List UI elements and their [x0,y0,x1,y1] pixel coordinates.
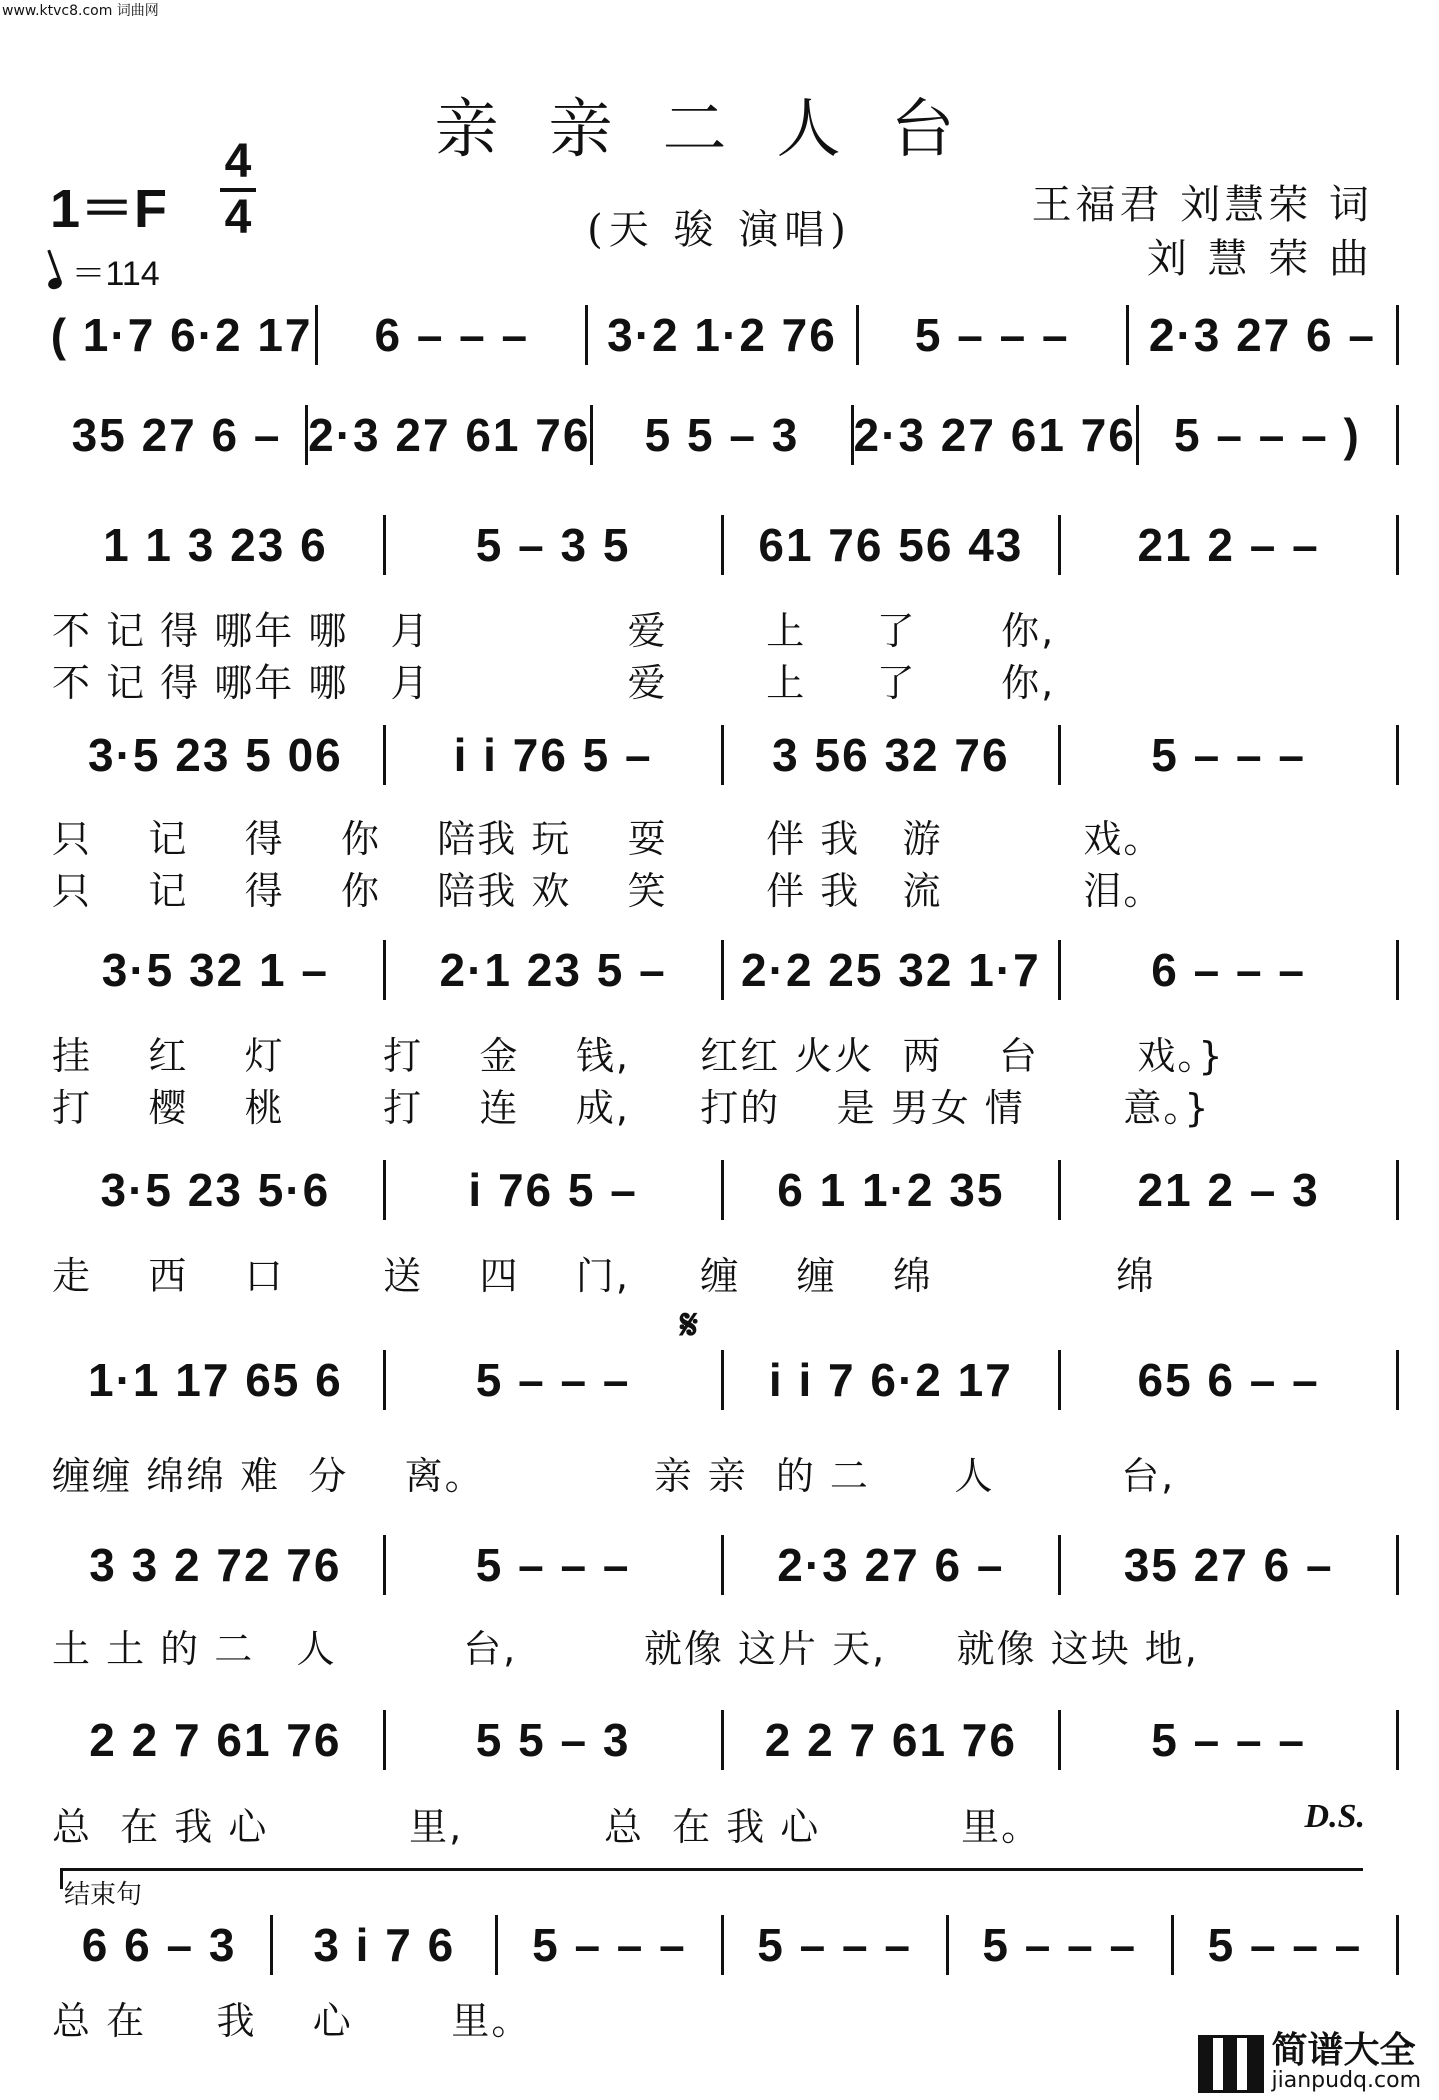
source-watermark: www.ktvc8.com 词曲网 [2,3,159,19]
lyric-line: 打 樱 桃 打 连 成, 打的 是 男女 情 意。} [52,1086,1211,1130]
piano-icon [1198,2035,1264,2093]
site-logo [1198,2030,1421,2093]
measure: 6 – – – [1061,940,1399,1000]
meter-top: 4 [224,135,252,188]
logo-name: 简谱大全 [1271,2030,1416,2071]
segno-sign: 𝄋 [680,1300,699,1349]
ending-bracket [60,1868,1363,1889]
lyric-line: 走 西 口 送 四 门, 缠 缠 绵 绵 [52,1254,1156,1298]
tempo-marking [48,246,160,295]
lyric-line: 挂 红 灯 打 金 钱, 红红 火火 两 台 戏。} [52,1034,1225,1078]
ending-label: 结束句 [64,1880,143,1910]
measure: 2 2 7 61 76 [724,1710,1062,1770]
composer-credit: 刘 慧 荣 曲 [1146,236,1373,282]
key-signature: 1＝F [50,179,168,239]
quarter-note-icon [47,276,64,291]
score-system-1 [48,305,1399,365]
measure: 3·5 23 5·6 [48,1160,386,1220]
measure: 5 – 3 5 [386,515,724,575]
singer-credit: (天 骏 演唱) [587,207,852,253]
measure: 21 2 – 3 [1061,1160,1399,1220]
lyric-line: 土 土 的 二 人 台, 就像 这片 天, 就像 这块 地, [52,1627,1199,1671]
measure: 2·2 25 32 1·7 [724,940,1062,1000]
measure: 65 6 – – [1061,1350,1399,1410]
measure: 5 – – – [1174,1915,1399,1975]
measure: 2·3 27 6 – [1129,305,1399,365]
meter-bottom: 4 [224,191,252,244]
measure: 1·1 17 65 6 [48,1350,386,1410]
measure: 3·5 23 5 06 [48,725,386,785]
measure: 5 – – – [949,1915,1174,1975]
measure: 5 – – – [386,1350,724,1410]
measure: 2·3 27 61 76 [308,405,593,465]
measure: 3·2 1·2 76 [588,305,858,365]
credits [1032,178,1373,286]
measure: 5 5 – 3 [386,1710,724,1770]
measure: ( 1·7 6·2 17 [48,305,318,365]
score-system-3 [48,515,1399,575]
measure: 5 – – – [498,1915,723,1975]
lyric-line: 总 在 我 心 里, 总 在 我 心 里。 [52,1805,1042,1849]
measure: 2·1 23 5 – [386,940,724,1000]
score-system-2 [48,405,1399,465]
measure: 2·3 27 6 – [724,1535,1062,1595]
lyricist-credit: 王福君 刘慧荣 词 [1031,182,1373,228]
logo-url: jianpudq.com [1271,2068,1421,2093]
song-title: 亲亲二人台 [434,93,1005,167]
dal-segno-mark: D.S. [1304,1798,1365,1835]
measure: 21 2 – – [1061,515,1399,575]
score-system-5 [48,940,1399,1000]
measure: 5 – – – [1061,725,1399,785]
score-system-9 [48,1710,1399,1770]
measure: 2·3 27 61 76 [854,405,1139,465]
measure: i 76 5 – [386,1160,724,1220]
measure: 5 – – – [1061,1710,1399,1770]
score-system-7 [48,1350,1399,1410]
score-system-8 [48,1535,1399,1595]
measure: 3 3 2 72 76 [48,1535,386,1595]
time-signature [218,136,258,244]
score-system-6 [48,1160,1399,1220]
lyric-line: 不 记 得 哪年 哪 月 爱 上 了 你, [52,661,1056,705]
measure: 6 – – – [318,305,588,365]
measure: 3·5 32 1 – [48,940,386,1000]
measure: 35 27 6 – [1061,1535,1399,1595]
measure: 35 27 6 – [48,405,308,465]
measure: 61 76 56 43 [724,515,1062,575]
lyric-line: 只 记 得 你 陪我 玩 耍 伴 我 游 戏。 [52,817,1164,861]
lyric-line: 只 记 得 你 陪我 欢 笑 伴 我 流 泪。 [52,869,1164,913]
measure: 3 i 7 6 [273,1915,498,1975]
lyric-line: 缠缠 绵绵 难 分 离。 亲 亲 的 二 人 台, [52,1454,1176,1498]
measure: 6 6 – 3 [48,1915,273,1975]
measure: 1 1 3 23 6 [48,515,386,575]
measure: i i 76 5 – [386,725,724,785]
measure: 5 5 – 3 [593,405,853,465]
lyric-line: 总 在 我 心 里。 [52,1999,532,2043]
measure: 2 2 7 61 76 [48,1710,386,1770]
measure: 5 – – – [859,305,1129,365]
measure: i i 7 6·2 17 [724,1350,1062,1410]
measure: 3 56 32 76 [724,725,1062,785]
lyric-line: 不 记 得 哪年 哪 月 爱 上 了 你, [52,609,1056,653]
measure: 6 1 1·2 35 [724,1160,1062,1220]
measure: 5 – – – ) [1139,405,1399,465]
score-system-ending [48,1915,1399,1975]
tempo-value: ＝114 [71,255,160,293]
measure: 5 – – – [386,1535,724,1595]
score-system-4 [48,725,1399,785]
measure: 5 – – – [724,1915,949,1975]
